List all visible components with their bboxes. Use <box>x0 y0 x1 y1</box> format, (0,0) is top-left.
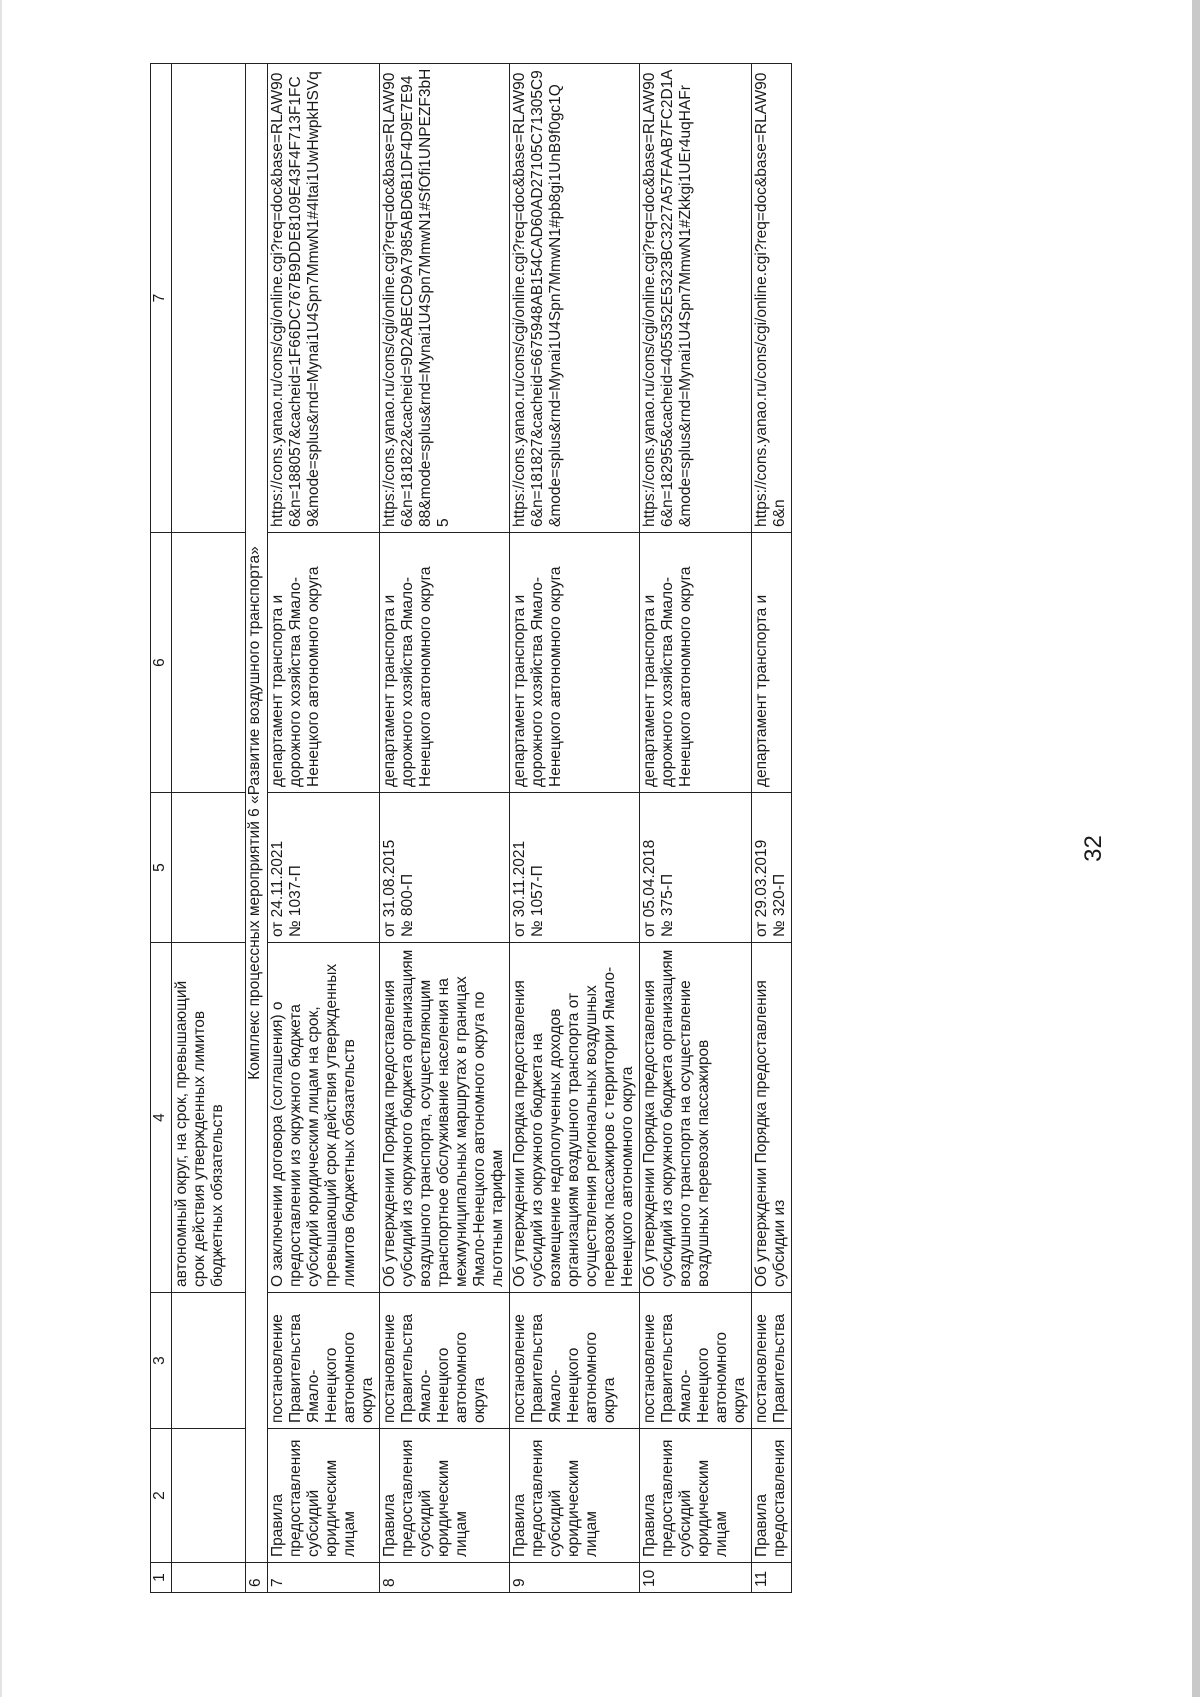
row-name: Об утверждении Порядка предоставления субсидий из окружного бюджета организациям воздушного транспорта на осуществление воздушных перевозок пассажиров <box>640 943 752 1293</box>
cell-name: автономный округ, на срок, превышающий срок действия утвержденных лимитов бюджетных обязательств <box>172 943 246 1293</box>
row-date: от 31.08.2015 № 800-П <box>380 793 510 943</box>
cell-department <box>172 533 246 793</box>
row-date: от 05.04.2018 № 375-П <box>640 793 752 943</box>
column-number: 6 <box>151 533 172 793</box>
row-date: от 24.11.2021 № 1037-П <box>268 793 380 943</box>
column-number-row <box>151 64 172 1593</box>
row-act: постановление Правительства Ямало-Ненецкого автономного округа <box>268 1293 380 1429</box>
legal-acts-table <box>150 63 792 1593</box>
row-link[interactable]: https://cons.yanao.ru/cons/cgi/online.cgi?req=doc&base=RLAW906&n=181827&cacheid=6675948AB154CAD60AD27105C71305C9&mode=splus&rnd=Mynai1U4Spn7MmwN1#pb8gi1UnB9f0gc1Q <box>510 64 640 533</box>
row-link[interactable]: https://cons.yanao.ru/cons/cgi/online.cgi?req=doc&base=RLAW906&n=181822&cacheid=9D2ABECD9A7985ABD6B1DF4D9E7E9488&mode=splus&rnd=Mynai1U4Spn7MmwN1#SfOfi1UNPEZF3bH5 <box>380 64 510 533</box>
cell-number <box>172 1563 246 1593</box>
column-number: 3 <box>151 1293 172 1429</box>
row-number: 10 <box>640 1563 752 1593</box>
continuation-row <box>172 64 246 1593</box>
row-type: Правила предоставления субсидий юридическим лицам <box>268 1429 380 1563</box>
column-number: 2 <box>151 1429 172 1563</box>
table-row <box>510 64 640 1593</box>
row-link[interactable]: https://cons.yanao.ru/cons/cgi/online.cgi?req=doc&base=RLAW906&n=188057&cacheid=1F66DC767B9DDE8109E43F4F713F1FC9&mode=splus&rnd=Mynai1U4Spn7MmwN1#4Itai1UwHwpkHSVq <box>268 64 380 533</box>
row-link[interactable]: https://cons.yanao.ru/cons/cgi/online.cgi?req=doc&base=RLAW906&n=182955&cacheid=4055352E5323BC3227A57FAAB7FC2D1A&mode=splus&rnd=Mynai1U4Spn7MmwN1#Zkkgi1UEr4uqHAFr <box>640 64 752 533</box>
row-type: Правила предоставления субсидий юридическим лицам <box>380 1429 510 1563</box>
row-department: департамент транспорта и <box>752 533 792 793</box>
column-number: 7 <box>151 64 172 533</box>
table-row <box>380 64 510 1593</box>
row-number: 9 <box>510 1563 640 1593</box>
row-type: Правила предоставления субсидий юридическим лицам <box>510 1429 640 1563</box>
row-department: департамент транспорта и дорожного хозяйства Ямало-Ненецкого автономного округа <box>510 533 640 793</box>
row-type: Правила предоставления субсидий юридическим лицам <box>640 1429 752 1563</box>
cell-date <box>172 793 246 943</box>
section-title: Комплекс процессных мероприятий 6 «Развитие воздушного транспорта» <box>246 64 268 1563</box>
row-name: Об утверждении Порядка предоставления субсидий из окружного бюджета организациям воздушного транспорта, осуществляющим транспортное обслуживание населения на межмуниципальных маршрутах в границах Ямало-Ненецкого автономного округа по льготным тарифам <box>380 943 510 1293</box>
row-number: 11 <box>752 1563 792 1593</box>
row-act: постановление Правительства Ямало-Ненецкого автономного округа <box>380 1293 510 1429</box>
row-number: 7 <box>268 1563 380 1593</box>
row-act: постановление Правительства Ямало-Ненецкого автономного округа <box>640 1293 752 1429</box>
row-name: Об утверждении Порядка предоставления субсидии из <box>752 943 792 1293</box>
table-row <box>752 64 792 1593</box>
column-number: 4 <box>151 943 172 1293</box>
section-number: 6 <box>246 1563 268 1593</box>
cell-type <box>172 1429 246 1563</box>
row-act: постановление Правительства <box>752 1293 792 1429</box>
column-number: 5 <box>151 793 172 943</box>
page-number: 32 <box>1080 835 1107 862</box>
row-date: от 29.03.2019 № 320-П <box>752 793 792 943</box>
cell-act <box>172 1293 246 1429</box>
table-row <box>640 64 752 1593</box>
row-name: Об утверждении Порядка предоставления субсидий из окружного бюджета на возмещение недополученных доходов организациям воздушного транспорта от осуществления региональных воздушных перевозок пассажиров с территории Ямало-Ненецкого автономного округа <box>510 943 640 1293</box>
row-link[interactable]: https://cons.yanao.ru/cons/cgi/online.cgi?req=doc&base=RLAW906&n <box>752 64 792 533</box>
row-date: от 30.11.2021 № 1057-П <box>510 793 640 943</box>
table-row <box>268 64 380 1593</box>
row-department: департамент транспорта и дорожного хозяйства Ямало-Ненецкого автономного округа <box>640 533 752 793</box>
row-department: департамент транспорта и дорожного хозяйства Ямало-Ненецкого автономного округа <box>380 533 510 793</box>
row-department: департамент транспорта и дорожного хозяйства Ямало-Ненецкого автономного округа <box>268 533 380 793</box>
row-act: постановление Правительства Ямало-Ненецкого автономного округа <box>510 1293 640 1429</box>
row-type: Правила предоставления <box>752 1429 792 1563</box>
row-number: 8 <box>380 1563 510 1593</box>
row-name: О заключении договора (соглашения) о предоставлении из окружного бюджета субсидий юридическим лицам на срок, превышающий срок действия утвержденных лимитов бюджетных обязательств <box>268 943 380 1293</box>
column-number: 1 <box>151 1563 172 1593</box>
section-row <box>246 64 268 1593</box>
cell-link <box>172 64 246 533</box>
